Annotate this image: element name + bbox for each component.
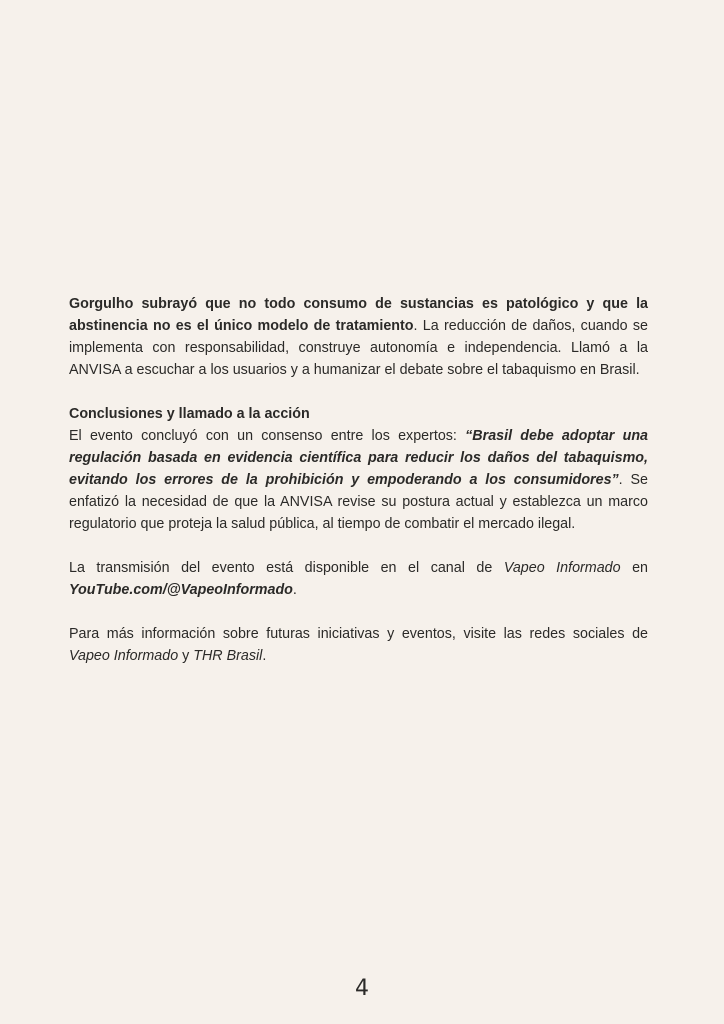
paragraph-text: . La reducción de daños, cuando se implementa con responsabilidad, construye autonomía e independencia. Llamó a la ANVISA a escuchar a los usuarios y a humanizar el debate sobre el tabaquismo en Brasil. bbox=[69, 318, 648, 378]
paragraph-conclusions bbox=[69, 403, 648, 535]
page-number: 4 bbox=[355, 976, 369, 1001]
paragraph-text: y bbox=[178, 648, 194, 664]
section-heading: Conclusiones y llamado a la acción bbox=[69, 406, 310, 422]
paragraph-gorgulho bbox=[69, 293, 648, 381]
bold-statement: Gorgulho subrayó que no todo consumo de sustancias es patológico y que la abstinencia no es el único modelo de tratamiento bbox=[69, 296, 648, 334]
org-vapeo-informado: Vapeo Informado bbox=[69, 648, 179, 664]
document-body bbox=[69, 293, 648, 689]
paragraph-more-info bbox=[69, 623, 648, 667]
paragraph-text: El evento concluyó con un consenso entre los expertos: bbox=[69, 428, 466, 444]
paragraph-text: . bbox=[262, 648, 267, 664]
org-thr-brasil: THR Brasil bbox=[193, 648, 263, 664]
youtube-link[interactable]: YouTube.com/@VapeoInformado bbox=[69, 582, 293, 598]
paragraph-text: . bbox=[292, 582, 297, 598]
channel-name: Vapeo Informado bbox=[503, 560, 621, 576]
paragraph-text: en bbox=[620, 560, 648, 576]
paragraph-text: Para más información sobre futuras iniciativas y eventos, visite las redes sociales de bbox=[69, 626, 648, 642]
consensus-quote: “Brasil debe adoptar una regulación basada en evidencia científica para reducir los daños del tabaquismo, evitando los errores de la prohibición y empoderando a los consumidores” bbox=[69, 428, 649, 488]
paragraph-text: La transmisión del evento está disponible en el canal de bbox=[69, 560, 504, 576]
paragraph-text: . Se enfatizó la necesidad de que la ANVISA revise su postura actual y establezca un marco regulatorio que proteja la salud pública, al tiempo de combatir el mercado ilegal. bbox=[69, 472, 648, 532]
paragraph-transmission bbox=[69, 557, 648, 601]
